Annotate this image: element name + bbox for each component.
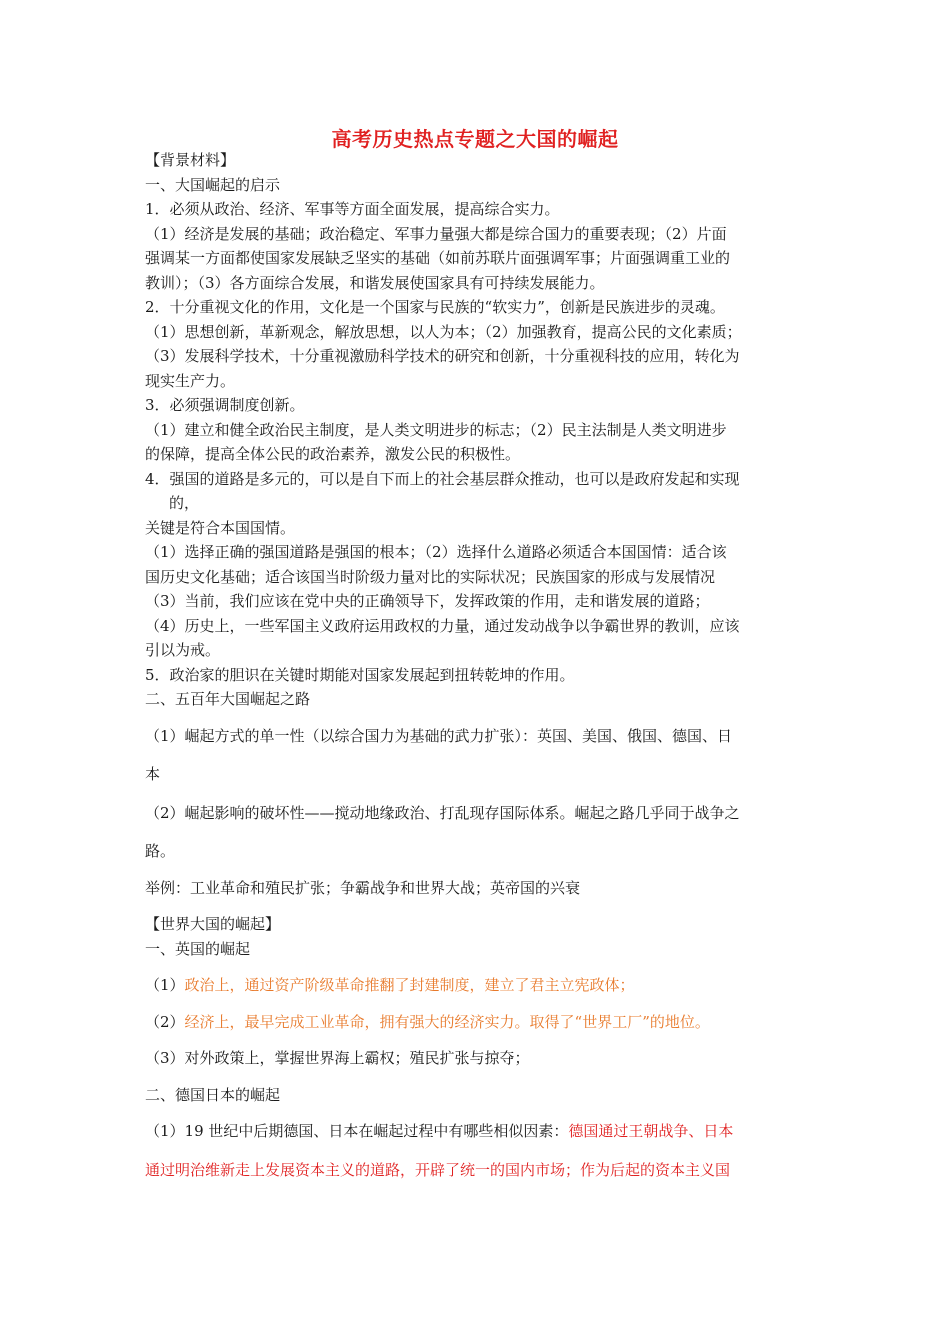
paragraph-line: （1）思想创新，革新观念，解放思想，以人为本；（2）加强教育，提高公民的文化素质； bbox=[145, 322, 742, 341]
paragraph-line: 的保障，提高全体公民的政治素养，激发公民的积极性。 bbox=[145, 445, 521, 463]
paragraph-line: 1．必须从政治、经济、军事等方面全面发展，提高综合实力。 bbox=[145, 200, 560, 218]
paragraph-line: （1）经济是发展的基础；政治稳定、军事力量强大都是综合国力的重要表现；（2）片面 bbox=[145, 224, 727, 243]
document-title: 高考历史热点专题之大国的崛起 bbox=[331, 127, 619, 151]
subsection-heading: 二、德国日本的崛起 bbox=[145, 1085, 281, 1104]
paragraph-line: 引以为戒。 bbox=[145, 641, 221, 659]
paragraph-line: 4．强国的道路是多元的，可以是自下而上的社会基层群众推动，也可以是政府发起和实现 bbox=[145, 469, 740, 488]
paragraph-line: （4）历史上，一些军国主义政府运用政权的力量，通过发动战争以争霸世界的教训，应该 bbox=[145, 616, 740, 635]
item-number: （1） bbox=[145, 976, 185, 994]
section-heading: 【背景材料】 bbox=[145, 151, 236, 169]
highlighted-text: 经济上，最早完成工业革命，拥有强大的经济实力。取得了“世界工厂”的地位。 bbox=[184, 1012, 710, 1031]
subsection-heading: 一、英国的崛起 bbox=[145, 939, 251, 958]
paragraph-line: （1）崛起方式的单一性（以综合国力为基础的武力扩张）：英国、美国、俄国、德国、日 bbox=[145, 726, 733, 745]
paragraph-line: 强调某一方面都使国家发展缺乏坚实的基础（如前苏联片面强调军事；片面强调重工业的 bbox=[145, 249, 731, 267]
item-number: （2） bbox=[145, 1012, 185, 1031]
paragraph-line: 本 bbox=[145, 765, 161, 783]
section-heading: 【世界大国的崛起】 bbox=[145, 915, 281, 933]
paragraph-line: 举例：工业革命和殖民扩张；争霸战争和世界大战；英帝国的兴衰 bbox=[145, 878, 581, 897]
paragraph-line: （3）对外政策上，掌握世界海上霸权；殖民扩张与掠夺； bbox=[145, 1049, 530, 1067]
subsection-heading: 一、大国崛起的启示 bbox=[145, 175, 281, 194]
paragraph-line bbox=[145, 973, 810, 998]
paragraph-line bbox=[145, 1010, 810, 1035]
paragraph-line: 5．政治家的胆识在关键时期能对国家发展起到扭转乾坤的作用。 bbox=[145, 665, 575, 684]
paragraph-line: 2．十分重视文化的作用，文化是一个国家与民族的“软实力”，创新是民族进步的灵魂。 bbox=[145, 298, 725, 316]
paragraph-line: 路。 bbox=[145, 842, 176, 860]
paragraph-line: 教训）；（3）各方面综合发展，和谐发展使国家具有可持续发展能力。 bbox=[145, 273, 605, 292]
paragraph-line: （3）当前，我们应该在党中央的正确领导下，发挥政策的作用，走和谐发展的道路； bbox=[145, 592, 710, 610]
highlighted-text: 政治上，通过资产阶级革命推翻了封建制度，建立了君主立宪政体； bbox=[184, 976, 635, 994]
paragraph-line: （3）发展科学技术，十分重视激励科学技术的研究和创新，十分重视科技的应用，转化为 bbox=[145, 347, 740, 365]
paragraph-line bbox=[145, 1119, 810, 1144]
paragraph-line: （1）建立和健全政治民主制度，是人类文明进步的标志；（2）民主法制是人类文明进步 bbox=[145, 420, 727, 439]
paragraph-line: 3．必须强调制度创新。 bbox=[145, 396, 305, 414]
paragraph-line: 的， bbox=[169, 494, 200, 512]
subsection-heading: 二、五百年大国崛起之路 bbox=[145, 690, 311, 708]
paragraph-line: 国历史文化基础；适合该国当时阶级力量对比的实际状况；民族国家的形成与发展情况 bbox=[145, 567, 716, 586]
document-body bbox=[145, 148, 810, 1182]
paragraph-line: （2）崛起影响的破坏性——搅动地缘政治、打乱现存国际体系。崛起之路几乎同于战争之 bbox=[145, 803, 740, 822]
paragraph-line: （1）选择正确的强国道路是强国的根本；（2）选择什么道路必须适合本国国情：适合该 bbox=[145, 543, 727, 561]
answer-text-line: 通过明治维新走上发展资本主义的道路，开辟了统一的国内市场；作为后起的资本主义国 bbox=[145, 1160, 731, 1179]
paragraph-line: 现实生产力。 bbox=[145, 371, 236, 390]
answer-text: 德国通过王朝战争、日本 bbox=[568, 1122, 734, 1140]
paragraph-line: 关键是符合本国国情。 bbox=[145, 518, 296, 537]
question-text: （1）19 世纪中后期德国、日本在崛起过程中有哪些相似因素： bbox=[145, 1122, 569, 1140]
